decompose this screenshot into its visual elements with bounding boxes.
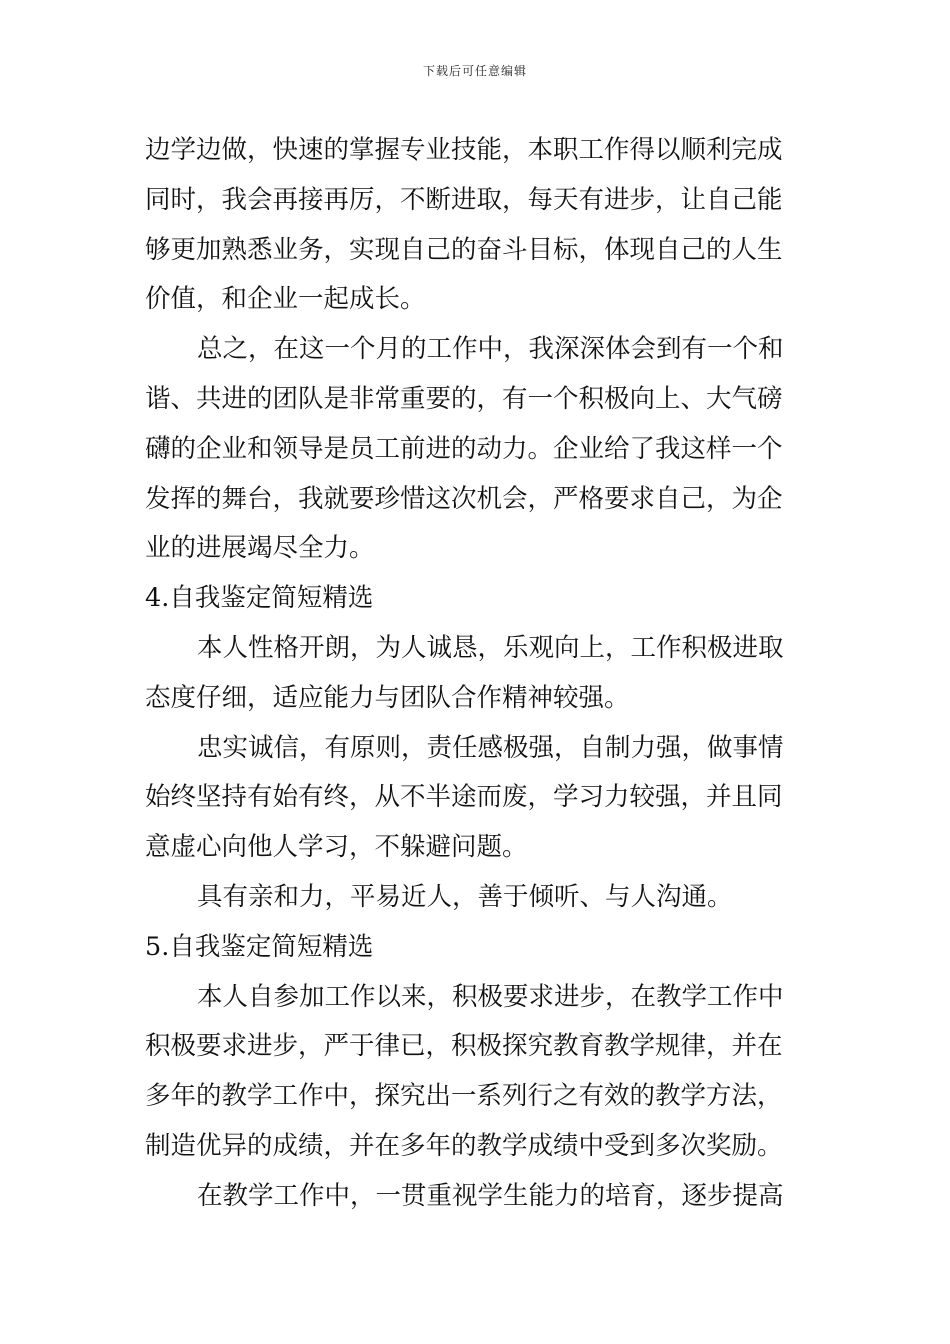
- text-line: 积极要求进步，严于律已，积极探究教育教学规律，并在: [145, 1031, 783, 1062]
- text-line: 够更加熟悉业务，实现自己的奋斗目标，体现自己的人生: [145, 234, 783, 265]
- text-line: 同时，我会再接再厉，不断进取，每天有进步，让自己能: [145, 184, 783, 215]
- text-line: 态度仔细，适应能力与团队合作精神较强。: [145, 682, 630, 713]
- text-line: 在教学工作中，一贯重视学生能力的培育，逐步提高: [197, 1180, 784, 1211]
- document-body: [145, 126, 810, 1222]
- section-heading: 5.自我鉴定简短精选: [145, 931, 374, 962]
- text-line: 礴的企业和领导是员工前进的动力。企业给了我这样一个: [145, 433, 783, 464]
- text-line: 意虚心向他人学习，不躲避问题。: [145, 832, 528, 863]
- page-header: 下载后可任意编辑: [422, 64, 527, 78]
- text-line: 边学边做，快速的掌握专业技能，本职工作得以顺利完成: [145, 135, 783, 165]
- text-line: 始终坚持有始有终，从不半途而废，学习力较强，并且同: [145, 782, 783, 813]
- section-heading: 4.自我鉴定简短精选: [145, 583, 374, 614]
- text-line: 业的进展竭尽全力。: [145, 533, 375, 564]
- text-line: 谐、共进的团队是非常重要的，有一个积极向上、大气磅: [145, 383, 783, 414]
- text-line: 具有亲和力，平易近人，善于倾听、与人沟通。: [197, 881, 733, 912]
- text-line: 价值，和企业一起成长。: [145, 284, 426, 315]
- text-line: 忠实诚信，有原则，责任感极强，自制力强，做事情: [197, 732, 784, 763]
- text-line: 制造优异的成绩，并在多年的教学成绩中受到多次奖励。: [145, 1130, 783, 1161]
- text-line: 本人性格开朗，为人诚恳，乐观向上，工作积极进取: [197, 632, 784, 663]
- text-line: 发挥的舞台，我就要珍惜这次机会，严格要求自己，为企: [145, 483, 783, 514]
- text-line: 总之，在这一个月的工作中，我深深体会到有一个和: [197, 334, 784, 365]
- text-line: 本人自参加工作以来，积极要求进步，在教学工作中: [197, 981, 784, 1012]
- text-line: 多年的教学工作中，探究出一系列行之有效的教学方法，: [145, 1081, 783, 1112]
